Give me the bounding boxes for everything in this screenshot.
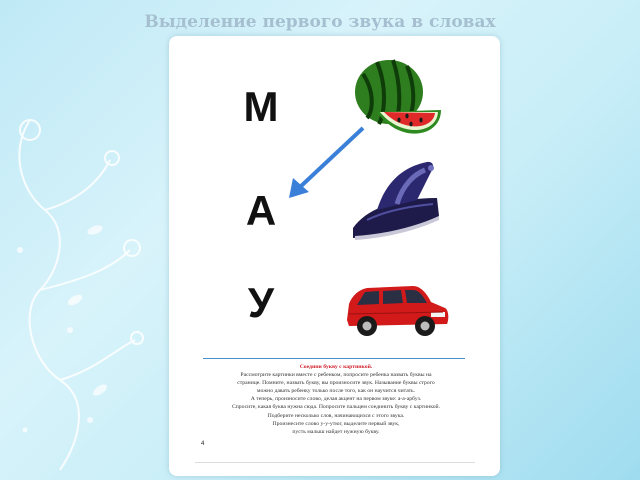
page-number: 4 <box>201 441 205 447</box>
instruction-line: можно давать ребенку только после того, как он научится читать. <box>256 388 416 395</box>
letter-m: М <box>243 83 279 130</box>
car-image <box>343 280 451 344</box>
instruction-line: А теперь, произносите слово, делая акцент на первом звуке: а-а-арбуз. <box>250 396 422 403</box>
footer-divider <box>195 462 475 463</box>
letter-u: У <box>247 279 275 326</box>
instructions-text <box>191 363 481 436</box>
instruction-line: пусть малыш найдет нужную букву. <box>292 428 380 435</box>
slide-title: Выделение первого звука в словах <box>144 12 496 32</box>
instruction-line: странице. Помните, назвать букву, вы произносите звук. Называние буквы строго <box>237 380 435 387</box>
instruction-line: Подберите несколько слов, начинающихся с этого звука. <box>267 412 405 419</box>
letter-a: А <box>245 187 277 234</box>
iron-image <box>347 158 443 248</box>
workbook-page <box>169 36 500 476</box>
instruction-line: Рассмотрите картинки вместе с ребенком, попросите ребенка назвать буквы на <box>240 372 432 379</box>
instruction-line: Произнесите слово у-у-утюг, выделите первый звук, <box>272 420 400 427</box>
floral-ornament <box>0 100 160 480</box>
divider-line <box>203 358 465 359</box>
instructions-heading: Соедини букву с картинкой. <box>299 364 373 370</box>
instruction-line: Спросите, какая буква нужна сюда. Попросите пальцем соединить букву с картинкой. <box>231 404 441 411</box>
